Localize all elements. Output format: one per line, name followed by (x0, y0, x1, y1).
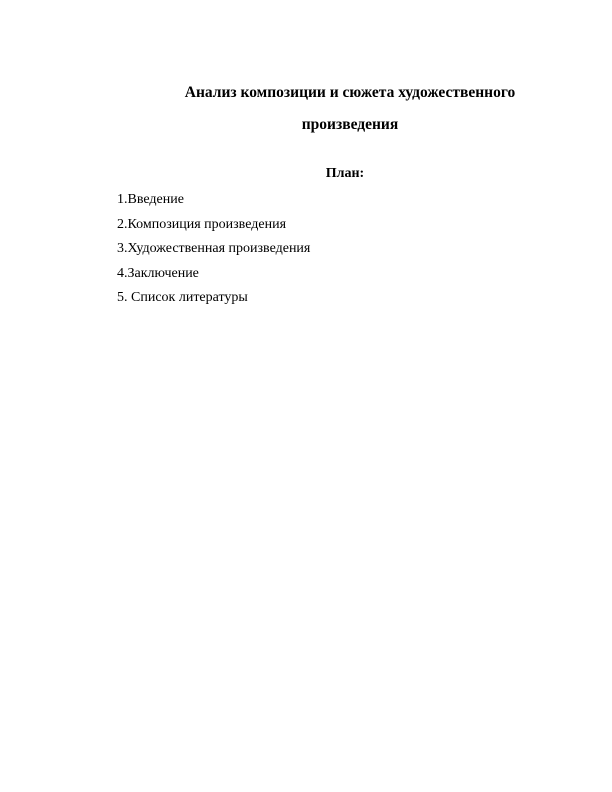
document-title-line-2: произведения (301, 116, 399, 133)
plan-item-introduction: 1.Введение (117, 192, 184, 207)
plan-item-references: 5. Список литературы (117, 290, 248, 305)
plan-item-conclusion: 4.Заключение (117, 265, 199, 281)
plan-list (117, 188, 310, 311)
plan-item-composition: 2.Композиция произведения (117, 216, 287, 232)
plan-item-artistic: 3.Художественная произведения (117, 241, 311, 256)
plan-heading: План: (325, 166, 365, 181)
document-title-line-1: Анализ композиции и сюжета художественного (184, 84, 516, 101)
